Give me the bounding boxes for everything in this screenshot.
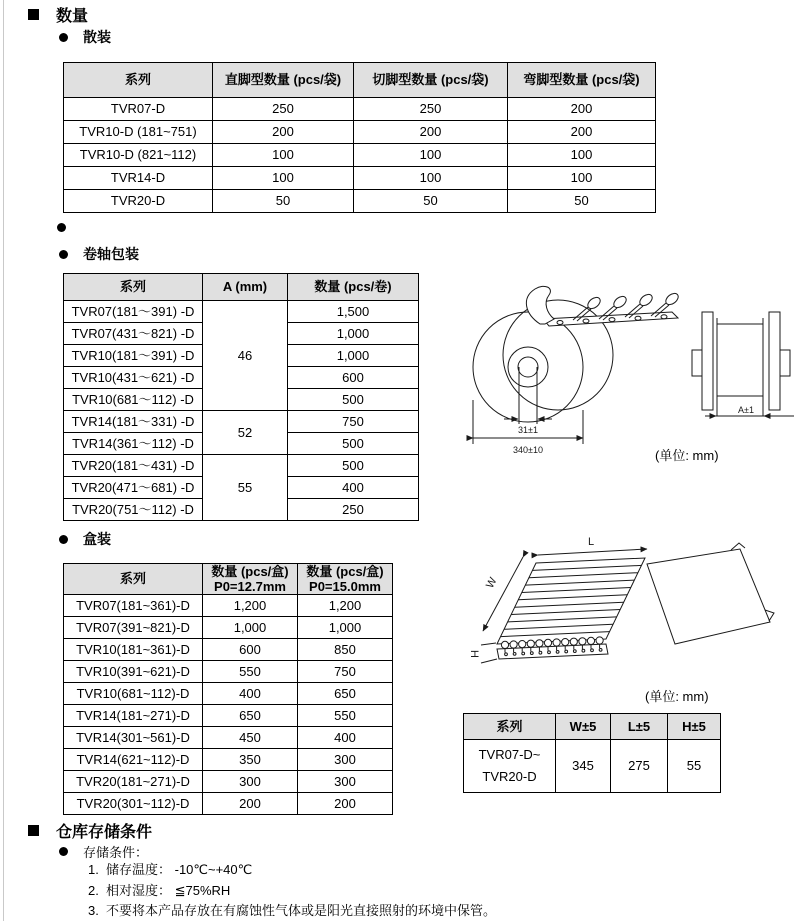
size-table-body: [464, 740, 721, 793]
a-dim-cell: 46: [203, 301, 288, 411]
qty-cell: 100: [213, 167, 354, 190]
reel-diagram: [455, 272, 794, 462]
page-left-rule: [3, 0, 4, 921]
series-cell: TVR14(181～331) -D: [64, 411, 203, 433]
qty-cell: 750: [298, 661, 393, 683]
qty-cell: 500: [288, 455, 419, 477]
qty-cell: 200: [508, 121, 656, 144]
table-row: [64, 771, 393, 793]
table-row: [64, 727, 393, 749]
dim-diameter-label: 340±10: [513, 445, 543, 455]
column-header: 数量 (pcs/卷): [288, 274, 419, 301]
qty-cell: 1,200: [203, 595, 298, 617]
table-row: [64, 144, 656, 167]
series-cell: TVR14(361～112) -D: [64, 433, 203, 455]
table-row: [64, 411, 419, 433]
storage-subheading: [59, 842, 148, 861]
table-row: [64, 455, 419, 477]
qty-cell: 350: [203, 749, 298, 771]
square-bullet-icon: [28, 825, 39, 836]
a-dim-cell: 52: [203, 411, 288, 455]
series-cell: TVR07(181~361)-D: [64, 595, 203, 617]
series-cell: TVR20(181～431) -D: [64, 455, 203, 477]
qty-cell: 250: [213, 98, 354, 121]
qty-cell: 1,000: [203, 617, 298, 639]
column-header: L±5: [611, 714, 668, 740]
bulk-table-body: [64, 98, 656, 213]
storage-item: [88, 883, 230, 899]
qty-cell: 550: [203, 661, 298, 683]
column-header: 系列: [64, 564, 203, 595]
qty-cell: 250: [288, 499, 419, 521]
table-header-row: [64, 274, 419, 301]
header-line: 数量 (pcs/盒): [211, 564, 289, 579]
qty-cell: 100: [354, 144, 508, 167]
square-bullet-icon: [28, 9, 39, 20]
storage-item: [88, 903, 496, 919]
box-diagram: [448, 533, 794, 693]
series-line: TVR07-D~: [478, 747, 541, 762]
qty-cell: 500: [288, 433, 419, 455]
item-number: 2.: [88, 883, 99, 898]
table-row: [464, 740, 721, 793]
qty-cell: 50: [213, 190, 354, 213]
series-cell: TVR07-D: [64, 98, 213, 121]
qty-cell: 300: [298, 749, 393, 771]
reel-heading: [59, 244, 139, 264]
circle-bullet-icon: [59, 33, 68, 42]
series-cell: TVR14(621~112)-D: [64, 749, 203, 771]
size-table-header: [464, 714, 721, 740]
table-row: [64, 683, 393, 705]
header-line: P0=15.0mm: [309, 579, 381, 594]
dim-l-label: L: [587, 536, 595, 548]
qty-cell: 600: [203, 639, 298, 661]
series-cell: TVR14(181~271)-D: [64, 705, 203, 727]
qty-cell: 1,200: [298, 595, 393, 617]
table-row: [64, 167, 656, 190]
reel-side-view: [692, 312, 794, 416]
column-header: 切脚型数量 (pcs/袋): [354, 63, 508, 98]
series-cell: TVR14(301~561)-D: [64, 727, 203, 749]
qty-cell: 100: [508, 144, 656, 167]
section-storage-heading: [28, 819, 152, 842]
qty-cell: 400: [298, 727, 393, 749]
series-cell: TVR10-D (821~112): [64, 144, 213, 167]
qty-cell: 200: [213, 121, 354, 144]
series-cell: TVR20(181~271)-D: [64, 771, 203, 793]
series-cell: TVR10(391~621)-D: [64, 661, 203, 683]
qty-cell: 50: [508, 190, 656, 213]
series-cell: TVR14-D: [64, 167, 213, 190]
qty-cell: 400: [288, 477, 419, 499]
qty-cell: 600: [288, 367, 419, 389]
series-line: TVR20-D: [482, 769, 537, 784]
qty-cell: 750: [288, 411, 419, 433]
bulk-table: [63, 62, 656, 213]
header-line: P0=12.7mm: [214, 579, 286, 594]
storage-item: [88, 862, 252, 878]
dim-w-label: W: [484, 575, 500, 591]
bulk-heading: [59, 27, 111, 47]
qty-cell: 1,000: [288, 323, 419, 345]
circle-bullet-icon: [59, 535, 68, 544]
qty-cell: 250: [354, 98, 508, 121]
header-line: 数量 (pcs/盒): [306, 564, 384, 579]
column-header: 系列: [464, 714, 556, 740]
reel-heading-label: 卷轴包装: [83, 246, 139, 262]
reel-table: [63, 273, 419, 521]
box-lid: [647, 543, 774, 644]
box-table-body: [64, 595, 393, 815]
series-cell: TVR07(431～821) -D: [64, 323, 203, 345]
table-row: [64, 793, 393, 815]
series-cell: TVR20(751～112) -D: [64, 499, 203, 521]
reel-unit-caption: (单位: mm): [655, 448, 719, 463]
table-header-row: [64, 564, 393, 595]
series-cell: [464, 740, 556, 793]
box-size-table: [463, 713, 721, 793]
reel-front-view: [473, 286, 680, 455]
bulk-heading-label: 散装: [83, 29, 111, 45]
circle-bullet-icon: [59, 847, 68, 856]
qty-cell: 200: [298, 793, 393, 815]
table-header-row: [64, 63, 656, 98]
table-row: [64, 595, 393, 617]
storage-subheading-label: 存储条件：: [83, 845, 149, 860]
item-number: 1.: [88, 862, 99, 877]
circle-bullet-icon: [57, 223, 66, 232]
column-header: 直脚型数量 (pcs/袋): [213, 63, 354, 98]
item-text: 相对湿度： ≦75%RH: [106, 883, 231, 898]
qty-cell: 1,000: [288, 345, 419, 367]
dim-h-label: H: [468, 650, 480, 658]
qty-cell: 300: [298, 771, 393, 793]
qty-cell: 100: [508, 167, 656, 190]
qty-cell: 100: [354, 167, 508, 190]
series-cell: TVR20(301~112)-D: [64, 793, 203, 815]
qty-cell: 300: [203, 771, 298, 793]
l-cell: 275: [611, 740, 668, 793]
series-cell: TVR07(391~821)-D: [64, 617, 203, 639]
item-text: 储存温度： -10℃~+40℃: [106, 862, 253, 877]
series-cell: TVR07(181～391) -D: [64, 301, 203, 323]
a-dim-cell: 55: [203, 455, 288, 521]
qty-cell: 200: [203, 793, 298, 815]
column-header: H±5: [668, 714, 721, 740]
column-header: 系列: [64, 274, 203, 301]
table-row: [64, 639, 393, 661]
column-header: [203, 564, 298, 595]
table-header-row: [464, 714, 721, 740]
circle-bullet-icon: [59, 250, 68, 259]
dim-core-label: 31±1: [518, 425, 538, 435]
box-heading: [59, 529, 111, 549]
h-cell: 55: [668, 740, 721, 793]
qty-cell: 450: [203, 727, 298, 749]
table-row: [64, 121, 656, 144]
qty-cell: 850: [298, 639, 393, 661]
series-cell: TVR10(681～112) -D: [64, 389, 203, 411]
qty-cell: 650: [298, 683, 393, 705]
qty-cell: 400: [203, 683, 298, 705]
w-cell: 345: [556, 740, 611, 793]
column-header: 系列: [64, 63, 213, 98]
qty-cell: 650: [203, 705, 298, 727]
series-cell: TVR20-D: [64, 190, 213, 213]
box-table: [63, 563, 393, 815]
column-header: A (mm): [203, 274, 288, 301]
qty-cell: 50: [354, 190, 508, 213]
section-title: 数量: [56, 8, 89, 25]
box-unit-caption: (单位: mm): [645, 689, 709, 704]
bulk-table-header: [64, 63, 656, 98]
section-quantity-heading: [28, 3, 88, 26]
series-cell: TVR10(181～391) -D: [64, 345, 203, 367]
qty-cell: 550: [298, 705, 393, 727]
qty-cell: 200: [354, 121, 508, 144]
qty-cell: 100: [213, 144, 354, 167]
dim-side-label: A±1: [738, 405, 754, 415]
table-row: [64, 661, 393, 683]
item-text: 不要将本产品存放在有腐蚀性气体或是阳光直接照射的环境中保管。: [106, 903, 497, 918]
table-row: [64, 705, 393, 727]
series-cell: TVR10(181~361)-D: [64, 639, 203, 661]
qty-cell: 500: [288, 389, 419, 411]
table-row: [64, 749, 393, 771]
qty-cell: 200: [508, 98, 656, 121]
reel-table-header: [64, 274, 419, 301]
table-row: [64, 301, 419, 323]
table-row: [64, 98, 656, 121]
tape-leader: [526, 286, 554, 324]
section-title: 仓库存储条件: [56, 824, 153, 841]
qty-cell: 1,000: [298, 617, 393, 639]
reel-table-body: [64, 301, 419, 521]
column-header: 弯脚型数量 (pcs/袋): [508, 63, 656, 98]
series-cell: TVR10(681~112)-D: [64, 683, 203, 705]
item-number: 3.: [88, 903, 99, 918]
column-header: W±5: [556, 714, 611, 740]
box-table-header: [64, 564, 393, 595]
qty-cell: 1,500: [288, 301, 419, 323]
series-cell: TVR10(431～621) -D: [64, 367, 203, 389]
series-cell: TVR10-D (181~751): [64, 121, 213, 144]
box-heading-label: 盒装: [83, 531, 111, 547]
column-header: [298, 564, 393, 595]
series-cell: TVR20(471～681) -D: [64, 477, 203, 499]
table-row: [64, 190, 656, 213]
table-row: [64, 617, 393, 639]
